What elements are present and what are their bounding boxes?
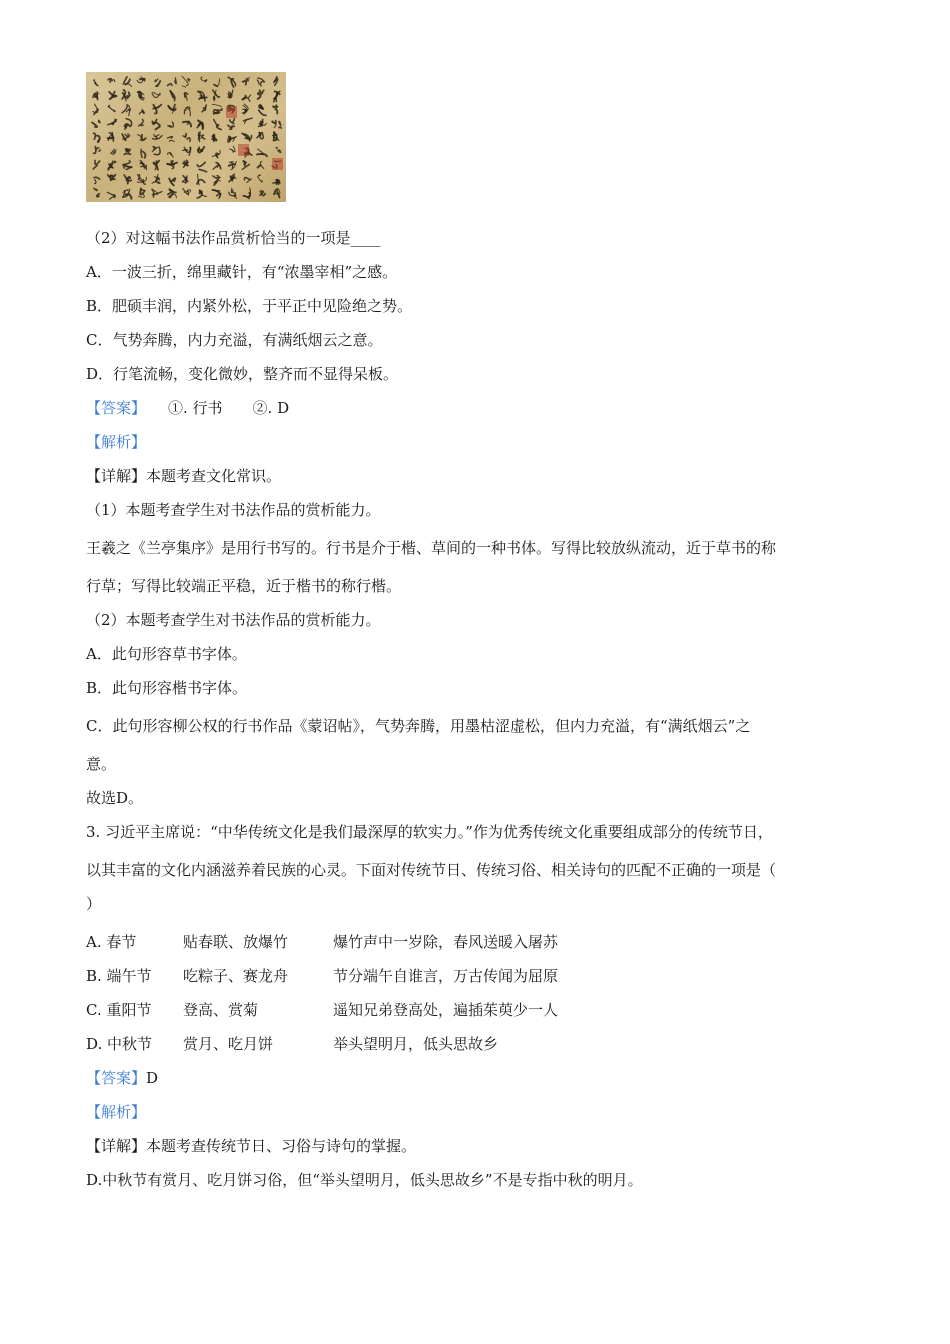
- seal-stamp: [272, 158, 283, 170]
- brush-glyph: [94, 177, 100, 183]
- brush-glyph: [139, 119, 144, 126]
- brush-glyph: [274, 189, 280, 198]
- q3-detail-1: 【详解】本题考查传统节日、习俗与诗句的掌握。: [86, 1137, 417, 1155]
- brush-glyph: [259, 105, 266, 116]
- brush-glyph: [152, 147, 160, 155]
- brush-glyph: [228, 118, 235, 129]
- brush-glyph: [170, 91, 175, 101]
- brush-glyph: [183, 147, 191, 155]
- brush-glyph: [273, 179, 280, 184]
- brush-glyph: [122, 90, 129, 101]
- brush-glyph: [138, 135, 146, 141]
- brush-glyph: [212, 176, 220, 186]
- brush-glyph: [123, 77, 131, 87]
- brush-glyph: [257, 78, 264, 86]
- brush-glyph: [242, 104, 248, 114]
- brush-glyph: [242, 161, 249, 170]
- q2-analysis-tag: 【解析】: [86, 433, 147, 451]
- option-custom: 吃粽子、赛龙舟: [183, 967, 289, 985]
- brush-glyph: [184, 93, 188, 101]
- brush-glyph: [137, 175, 146, 185]
- brush-glyph: [182, 176, 188, 184]
- brush-glyph: [258, 175, 263, 182]
- option-poem: 爆竹声中一岁除，春风送暖入屠苏: [333, 933, 559, 951]
- q2-detail-4: 行草；写得比较端正平稳，近于楷书的称行楷。: [86, 577, 402, 595]
- brush-glyph: [258, 161, 264, 168]
- q2-detail-1: 【详解】本题考查文化常识。: [86, 467, 282, 485]
- q3-option-b: [86, 966, 886, 986]
- option-festival: D. 中秋节: [86, 1035, 153, 1053]
- option-custom: 赏月、吃月饼: [183, 1035, 274, 1053]
- brush-glyph: [108, 175, 116, 181]
- brush-glyph: [184, 107, 190, 116]
- brush-glyph: [155, 79, 160, 86]
- seal-stamp: [226, 106, 237, 118]
- brush-glyph: [123, 189, 132, 198]
- option-poem: 举头望明月，低头思故乡: [333, 1035, 499, 1053]
- q3-stem-2: 以其丰富的文化内涵滋养着民族的心灵。下面对传统节日、传统习俗、相关诗句的匹配不正确的一项是（: [86, 861, 777, 879]
- q3-detail-2: D.中秋节有赏月、吃月饼习俗，但“举头望明月，低头思故乡”不是专指中秋的明月。: [86, 1171, 643, 1189]
- answer-text: ①. 行书 ②. D: [168, 399, 290, 417]
- brush-glyph: [137, 77, 145, 83]
- q2-option-a: A．一波三折，绵里藏针，有“浓墨宰相”之感。: [86, 263, 398, 281]
- brush-glyph: [183, 189, 191, 195]
- brush-glyph: [169, 178, 175, 185]
- brush-glyph: [276, 147, 281, 153]
- brush-glyph: [122, 134, 129, 141]
- brush-glyph: [124, 149, 130, 155]
- q2-detail-9: 意。: [86, 755, 117, 773]
- brush-glyph: [153, 105, 161, 114]
- brush-glyph: [168, 122, 173, 127]
- q2-answer: [86, 398, 886, 418]
- brush-glyph: [228, 90, 233, 98]
- brush-glyph: [228, 77, 235, 87]
- brush-glyph: [202, 105, 206, 112]
- brush-glyph: [183, 160, 188, 167]
- q2-stem: （2）对这幅书法作品赏析恰当的一项是____: [86, 229, 381, 247]
- brush-glyph: [272, 121, 281, 129]
- brush-glyph: [273, 105, 278, 114]
- q3-stem-1: 3. 习近平主席说：“中华传统文化是我们最深厚的软实力。”作为优秀传统文化重要组成部分的传统节日，: [86, 823, 773, 841]
- brush-glyph: [242, 77, 249, 85]
- brush-glyph: [244, 178, 251, 183]
- option-poem: 遥知兄弟登高处，遍插茱萸少一人: [333, 1001, 559, 1019]
- brush-glyph: [213, 190, 221, 198]
- brush-glyph: [152, 92, 160, 98]
- brush-glyph: [257, 133, 264, 139]
- brush-glyph: [108, 105, 115, 111]
- brush-glyph: [93, 161, 99, 170]
- q2-detail-10: 故选D。: [86, 789, 144, 807]
- brush-glyph: [125, 119, 132, 130]
- q3-option-a: [86, 932, 886, 952]
- brush-glyph: [260, 191, 265, 196]
- option-festival: C. 重阳节: [86, 1001, 152, 1019]
- brush-glyph: [108, 133, 114, 142]
- brush-glyph: [258, 90, 264, 99]
- brush-glyph: [243, 118, 252, 124]
- brush-glyph: [274, 91, 280, 102]
- q3-answer: [86, 1068, 886, 1088]
- brush-glyph: [153, 134, 162, 139]
- q2-detail-7: B．此句形容楷书字体。: [86, 679, 248, 697]
- seal-stamp: [238, 144, 249, 156]
- q2-detail-2: （1）本题考查学生对书法作品的赏析能力。: [86, 501, 381, 519]
- brush-glyph: [214, 79, 220, 86]
- option-poem: 节分端午自谁言，万古传闻为屈原: [333, 967, 559, 985]
- brush-glyph: [168, 153, 174, 157]
- brush-glyph: [227, 137, 236, 143]
- brush-glyph: [274, 77, 278, 85]
- brush-glyph: [201, 77, 207, 82]
- answer-tag: 【答案】: [86, 399, 147, 417]
- brush-glyph: [139, 110, 144, 114]
- brush-glyph: [94, 80, 98, 86]
- q3-stem-3: ）: [86, 895, 102, 913]
- brush-glyph: [107, 192, 115, 199]
- brush-glyph: [197, 162, 206, 172]
- answer-text: D: [146, 1069, 159, 1087]
- brush-glyph: [229, 174, 236, 182]
- brush-glyph: [122, 105, 130, 116]
- option-festival: B. 端午节: [86, 967, 152, 985]
- brush-glyph: [109, 91, 116, 99]
- brush-glyph: [152, 174, 160, 183]
- q3-option-c: [86, 1000, 886, 1020]
- brush-glyph: [123, 161, 132, 170]
- brush-glyph: [94, 188, 99, 196]
- brush-glyph: [153, 161, 159, 170]
- brush-glyph: [197, 120, 203, 129]
- brush-glyph: [242, 95, 251, 101]
- option-custom: 贴春联、放爆竹: [183, 933, 289, 951]
- q3-analysis-tag: 【解析】: [86, 1103, 147, 1121]
- q3-option-d: [86, 1034, 886, 1054]
- brush-glyph: [108, 161, 116, 170]
- document-page: [86, 72, 886, 1190]
- brush-glyph: [140, 160, 147, 169]
- brush-glyph: [214, 120, 222, 130]
- brush-glyph: [168, 78, 177, 86]
- brush-glyph: [183, 121, 191, 126]
- brush-glyph: [124, 175, 131, 183]
- calligraphy-image: [86, 72, 286, 202]
- brush-glyph: [182, 76, 190, 87]
- brush-glyph: [213, 163, 221, 170]
- brush-glyph: [137, 92, 144, 100]
- brush-glyph: [94, 133, 100, 142]
- option-custom: 登高、赏菊: [183, 1001, 259, 1019]
- q2-detail-6: A．此句形容草书字体。: [86, 645, 247, 663]
- brush-glyph: [212, 104, 222, 114]
- brush-glyph: [93, 92, 99, 100]
- brush-glyph: [230, 146, 236, 152]
- q2-option-d: D．行笔流畅，变化微妙，整齐而不显得呆板。: [86, 365, 399, 383]
- brush-glyph: [212, 151, 220, 158]
- brush-glyph: [168, 137, 175, 142]
- q2-detail-5: （2）本题考查学生对书法作品的赏析能力。: [86, 611, 381, 629]
- brush-glyph: [183, 134, 190, 142]
- brush-glyph: [242, 133, 251, 141]
- brush-glyph: [213, 90, 220, 101]
- brush-glyph: [138, 188, 145, 197]
- answer-tag: 【答案】: [86, 1069, 147, 1087]
- brush-glyph: [229, 188, 237, 198]
- brush-glyph: [229, 161, 236, 169]
- q2-option-b: B．肥硕丰润，内紧外松，于平正中见险绝之势。: [86, 297, 413, 315]
- brush-glyph: [152, 120, 160, 130]
- brush-glyph: [197, 174, 205, 185]
- brush-glyph: [92, 120, 100, 127]
- brush-glyph: [111, 149, 116, 154]
- brush-glyph: [108, 79, 115, 82]
- brush-glyph: [108, 119, 117, 124]
- brush-glyph: [141, 149, 145, 157]
- brush-glyph: [94, 147, 101, 154]
- brush-glyph: [168, 189, 176, 198]
- brush-glyph: [167, 161, 177, 169]
- brush-glyph: [198, 132, 205, 141]
- brush-glyph: [197, 190, 206, 198]
- option-festival: A. 春节: [86, 933, 137, 951]
- brush-glyph: [168, 105, 176, 114]
- q2-detail-8: C．此句形容柳公权的行书作品《蒙诏帖》，气势奔腾，用墨枯涩虚松，但内力充溢，有“满纸烟云”之: [86, 717, 751, 735]
- brush-glyph: [257, 149, 267, 156]
- brush-glyph: [212, 135, 217, 142]
- brush-glyph: [243, 188, 251, 198]
- brush-glyph: [258, 120, 266, 127]
- brush-glyph: [273, 132, 279, 140]
- q2-detail-3: 王羲之《兰亭集序》是用行书写的。行书是介于楷、草间的一种书体。写得比较放纵流动，近于草书的称: [86, 539, 777, 557]
- brush-glyph: [152, 189, 162, 197]
- brush-glyph: [198, 91, 207, 101]
- brush-glyph: [198, 147, 204, 153]
- q2-option-c: C．气势奔腾，内力充溢，有满纸烟云之意。: [86, 331, 383, 349]
- brush-glyph: [93, 104, 98, 115]
